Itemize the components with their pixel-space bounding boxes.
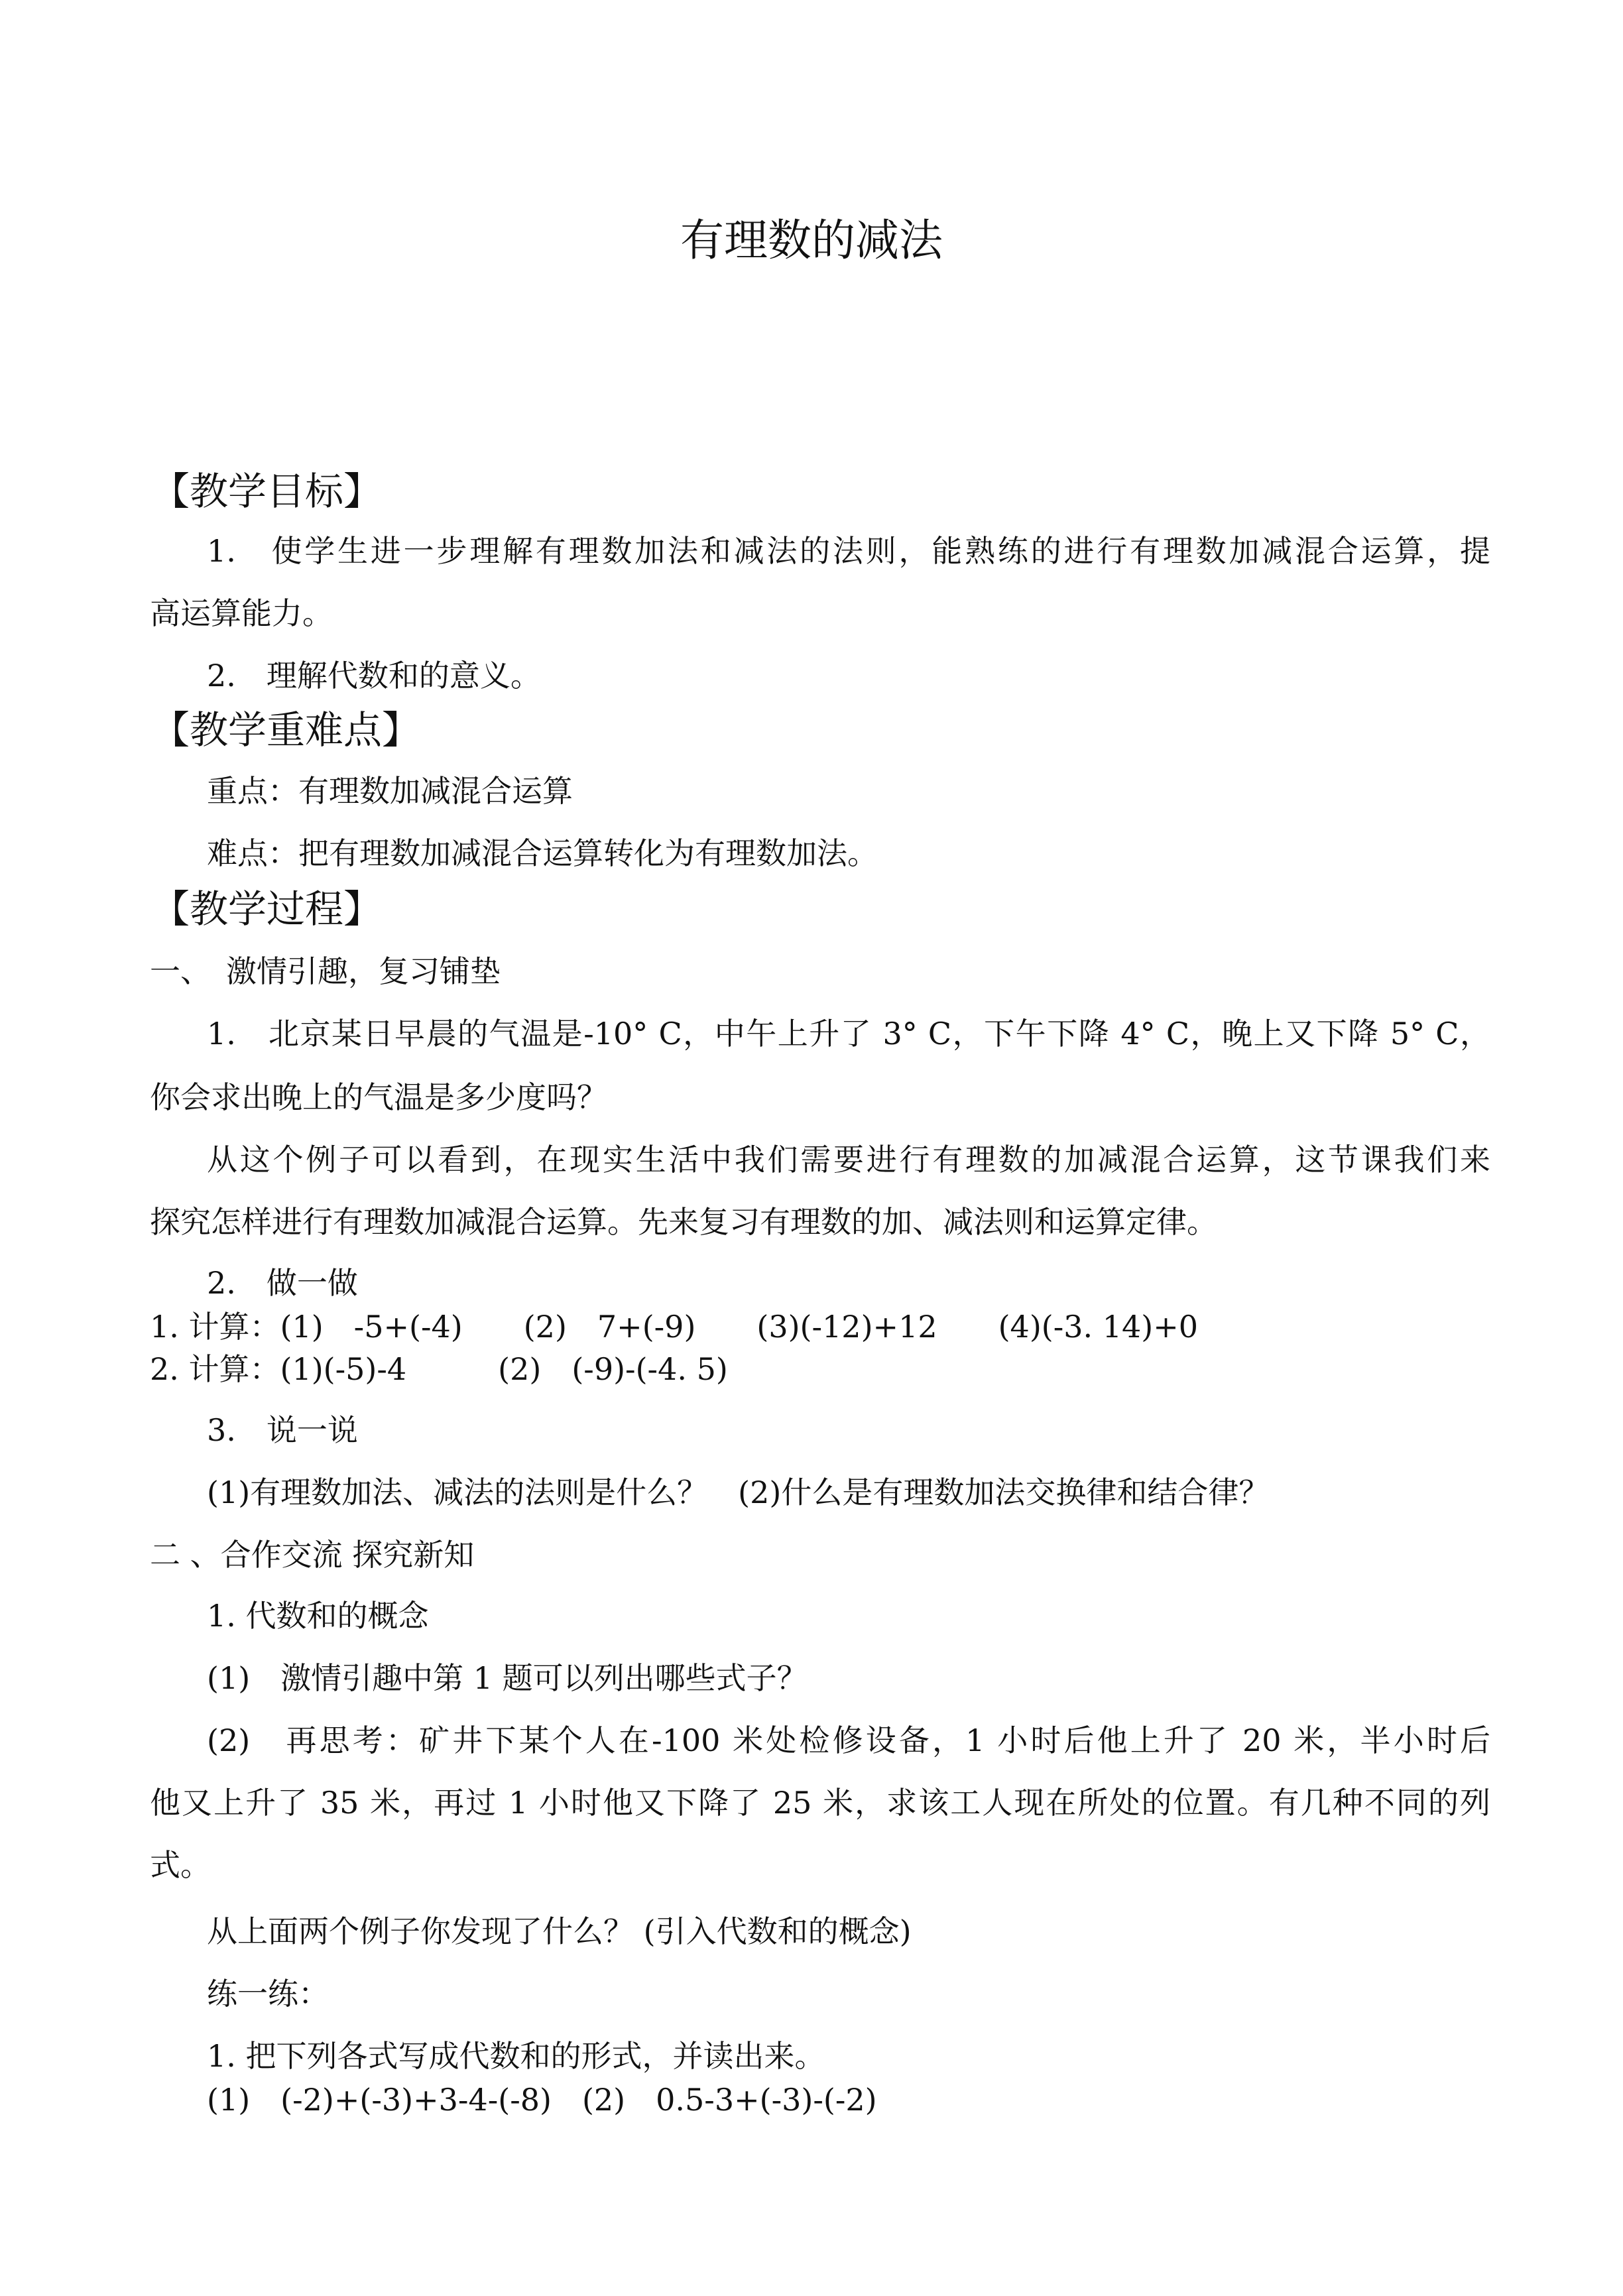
heading-objectives: 【教学目标】 xyxy=(151,469,383,514)
key-point-focus: 重点：有理数加减混合运算 xyxy=(207,773,573,809)
sub-question-1: (1) 激情引趣中第 1 题可以列出哪些式子？ xyxy=(207,1660,808,1696)
say-it-heading: 3. 说一说 xyxy=(207,1412,358,1448)
algebraic-sum-concept: 1. 代数和的概念 xyxy=(207,1598,429,1634)
document-title: 有理数的减法 xyxy=(680,215,943,266)
key-point-difficulty: 难点：把有理数加减混合运算转化为有理数加法。 xyxy=(207,835,878,871)
practice-expressions: (1) (-2)+(-3)+3-4-(-8) (2) 0.5-3+(-3)-(-2) xyxy=(207,2082,877,2118)
sub-question-2-line-1: (2) 再思考：矿井下某个人在-100 米处检修设备，1 小时后他上升了 20 米，半小时后 xyxy=(207,1722,1490,1758)
sub-question-2-line-2: 他又上升了 35 米，再过 1 小时他又下降了 25 米，求该工人现在所处的位置。有几种不同的列 xyxy=(150,1785,1490,1821)
heading-key-points: 【教学重难点】 xyxy=(151,707,421,753)
question-1-line-1: 1. 北京某日早晨的气温是-10° C，中午上升了 3° C，下午下降 4° C，晚上又下降 5° C， xyxy=(207,1016,1490,1052)
paragraph-1-line-2: 探究怎样进行有理数加减混合运算。先来复习有理数的加、减法则和运算定律。 xyxy=(150,1204,1217,1240)
practice-heading: 练一练： xyxy=(207,1976,329,2012)
discover-question: 从上面两个例子你发现了什么？ (引入代数和的概念) xyxy=(207,1913,912,1949)
calculation-1: 1. 计算：(1) -5+(-4) (2) 7+(-9) (3)(-12)+12 (4)(-3. 14)+0 xyxy=(150,1309,1199,1345)
objective-2: 2. 理解代数和的意义。 xyxy=(207,658,541,694)
say-it-questions: (1)有理数加法、减法的法则是什么？ (2)什么是有理数加法交换律和结合律？ xyxy=(207,1475,1270,1510)
do-it-heading: 2. 做一做 xyxy=(207,1265,358,1301)
objective-1-line-2: 高运算能力。 xyxy=(150,595,333,631)
heading-process: 【教学过程】 xyxy=(151,886,383,932)
sub-question-2-line-3: 式。 xyxy=(150,1847,211,1883)
objective-1-line-1: 1. 使学生进一步理解有理数加法和减法的法则，能熟练的进行有理数加减混合运算，提 xyxy=(207,533,1490,569)
paragraph-1-line-1: 从这个例子可以看到，在现实生活中我们需要进行有理数的加减混合运算，这节课我们来 xyxy=(207,1142,1490,1178)
question-1-line-2: 你会求出晚上的气温是多少度吗？ xyxy=(150,1079,607,1115)
calculation-2: 2. 计算：(1)(-5)-4 (2) (-9)-(-4. 5) xyxy=(150,1351,728,1387)
practice-instruction: 1. 把下列各式写成代数和的形式，并读出来。 xyxy=(207,2038,825,2074)
section-2-title: 二 、合作交流 探究新知 xyxy=(150,1537,475,1573)
section-1-title: 一、 激情引趣，复习铺垫 xyxy=(150,953,501,989)
